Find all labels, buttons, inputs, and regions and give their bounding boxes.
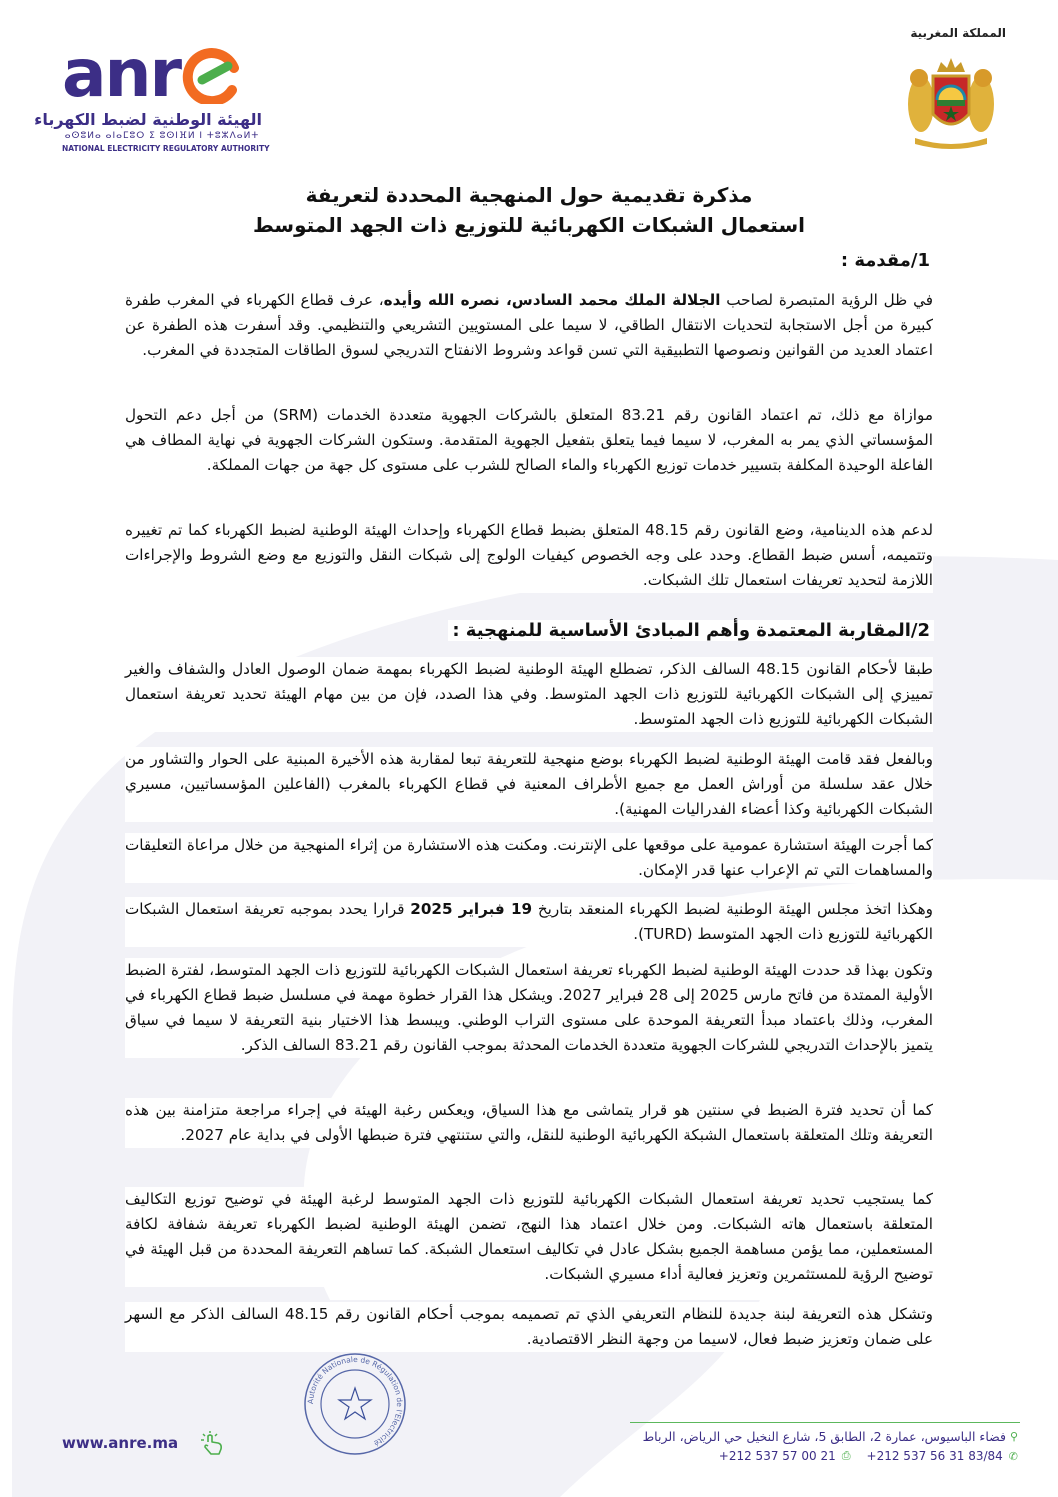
click-hand-icon (196, 1430, 226, 1456)
section-heading-approach: 2/المقاربة المعتمدة وأهم المبادئ الأساسية للمنهجية : (448, 620, 934, 641)
logo-wordmark (62, 35, 262, 112)
phone-icon: ✆ (1008, 1449, 1018, 1463)
footer-divider (630, 1422, 1020, 1423)
paragraph-intro-3: لدعم هذه الدينامية، وضع القانون رقم 48.15 المتعلق بضبط قطاع الكهرباء وإحداث الهيئة الوطنية لضبط الكهرباء كما تم تغييره وتتميمه، أسس ضبط القطاع. وحدد على وجه الخصوص كيفيات الولوج إلى شبكات النقل والتوزيع مع وضع الشروط والإجراءات اللازمة لتحديد تعريفات استعمال تلك الشبكات. (125, 518, 933, 593)
logo-tifinagh-name: ⴰⵙⵓⵍⴰ ⴰⵏⴰⵎⵓⵔ ⵉ ⵓⵙⵏⴼⵍ ⵏ ⵜⵓⵣⴷⴰⵍⵜ (64, 131, 260, 141)
logo-english-name: NATIONAL ELECTRICITY REGULATORY AUTHORITY (62, 144, 270, 153)
anre-logo (34, 35, 270, 153)
paragraph-approach-2: وبالفعل فقد قامت الهيئة الوطنية لضبط الكهرباء بوضع منهجية للتعريفة تبعا لمقاربة هذه الأخيرة المبنية على الحوار والتشاور من خلال عقد سلسلة من أوراش العمل مع جميع الأطراف المعنية في قطاع الكهرباء بالمغرب (الفاعلين المؤسساتيين، مسيري الشبكات الكهربائية وكذا أعضاء الفدراليات المهنية). (125, 747, 933, 822)
paragraph-approach-5: وتكون بهذا قد حددت الهيئة الوطنية لضبط الكهرباء تعريفة استعمال الشبكات الكهربائية للتوزيع ذات الجهد المتوسط، لفترة الضبط الأولية الممتدة من فاتح مارس 2025 إلى 28 فبراير 2027. ويشكل هذا القرار خطوة مهمة في مسلسل ضبط قطاع الكهرباء في المغرب، وذلك باعتماد مبدأ التعريفة الموحدة على مستوى التراب الوطني. ويبسط هذا الاختيار بنية التعريفة لا سيما في سياق يتميز بالإحداث التدريجي للشركات الجهوية متعددة الخدمات المحدثة بموجب القانون رقم 83.21 السالف الذكر. (125, 958, 933, 1058)
fax-number: +212 537 57 00 21 (718, 1449, 836, 1463)
logo-arabic-name: الهيئة الوطنية لضبط الكهرباء (34, 110, 262, 129)
phone-number: +212 537 56 31 83/84 (866, 1449, 1003, 1463)
paragraph-text: ، عرف قطاع الكهرباء في المغرب طفرة كبيرة من أجل الاستجابة لتحديات الانتقال الطاقي، لا سيما على المستويين التشريعي والتنظيمي. وقد أسفرت هذه الطفرة عن اعتماد العديد من القوانين ونصوصها التطبيقية التي تسن قواعد وشروط الانفتاح التدريجي لسوق الطاقات المتجددة في المغرب. (125, 291, 933, 359)
kingdom-header (896, 26, 1006, 156)
logo-e-icon (182, 46, 240, 104)
document-title (0, 180, 1058, 240)
paragraph-approach-3: كما أجرت الهيئة استشارة عمومية على موقعها على الإنترنت. ومكنت هذه الاستشارة من إثراء المنهجية من خلال مراعاة التعليقات والمساهمات التي تم الإعراب عنها قدر الإمكان. (125, 833, 933, 883)
title-line-2: استعمال الشبكات الكهربائية للتوزيع ذات الجهد المتوسط (253, 213, 805, 237)
paragraph-text: في ظل الرؤية المتبصرة لصاحب (720, 291, 934, 309)
website-link[interactable]: www.anre.ma (62, 1434, 179, 1452)
paragraph-approach-7: كما يستجيب تحديد تعريفة استعمال الشبكات الكهربائية للتوزيع ذات الجهد المتوسط لرغبة الهيئة في توضيح توزيع التكاليف المتعلقة باستعمال هاته الشبكات. ومن خلال اعتماد هذا النهج، تضمن الهيئة الوطنية لضبط الكهرباء تعريفة شفافة لكافة المستعملين، مما يؤمن مساهمة الجميع بشكل عادل في تكاليف استعمال الشبكة. كما تساهم التعريفة المحددة من قبل الهيئة في توضيح الرؤية للمستثمرين وتعزيز فعالية أداء مسيري الشبكات. (125, 1187, 933, 1287)
moroccan-coat-of-arms-icon (903, 54, 999, 152)
paragraph-text: وهكذا اتخذ مجلس الهيئة الوطنية لضبط الكهرباء المنعقد بتاريخ (532, 900, 934, 918)
stamp-star-icon (339, 1388, 371, 1419)
footer-contacts (719, 1449, 1018, 1463)
paragraph-text: قرارا يحدد بموجبه تعريفة استعمال الشبكات الكهربائية للتوزيع ذات الجهد المتوسط (TURD). (125, 900, 933, 943)
fax-printer-icon: ⎙ (841, 1449, 851, 1462)
location-pin-icon: ⚲ (1009, 1430, 1018, 1443)
paragraph-approach-6: كما أن تحديد فترة الضبط في سنتين هو قرار يتماشى مع هذا السياق، ويعكس رغبة الهيئة في إجراء مراجعة متزامنة بين هذه التعريفة وتلك المتعلقة باستعمال الشبكة الكهربائية الوطنية للنقل، والتي ستنتهي فترة ضبطها الأولى في بداية عام 2027. (125, 1098, 933, 1148)
paragraph-bold-text: 19 فبراير 2025 (410, 900, 533, 918)
footer-website (62, 1430, 226, 1456)
stamp-text: Autorité Nationale de Régulation de l'Electricité (305, 1354, 405, 1449)
address-text: فضاء الباسيوس، عمارة 2، الطابق 5، شارع النخيل حي الرياض، الرباط (642, 1429, 1006, 1444)
logo-wordmark-text: anr (62, 35, 181, 112)
paragraph-approach-4 (125, 897, 933, 947)
title-line-1: مذكرة تقديمية حول المنهجية المحددة لتعريفة (305, 183, 753, 207)
official-stamp (300, 1352, 410, 1457)
paragraph-intro-1 (125, 288, 933, 363)
paragraph-bold-text: الجلالة الملك محمد السادس، نصره الله وأيده (383, 291, 721, 309)
section-heading-introduction: 1/مقدمة : (837, 250, 934, 271)
paragraph-approach-8: وتشكل هذه التعريفة لبنة جديدة للنظام التعريفي الذي تم تصميمه بموجب أحكام القانون رقم 48.15 السالف الذكر مع السهر على ضمان وتعزيز ضبط فعال، لاسيما من وجهة النظر الاقتصادية. (125, 1302, 933, 1352)
footer-address (643, 1429, 1018, 1444)
paragraph-intro-2: موازاة مع ذلك، تم اعتماد القانون رقم 83.21 المتعلق بالشركات الجهوية متعددة الخدمات (SRM) من أجل دعم التحول المؤسساتي الذي يمر به المغرب، لا سيما فيما يتعلق بتفعيل الجهوية المتقدمة. وستكون الشركات الجهوية في نهاية المطاف هي الفاعلة الوحيدة المكلفة بتسيير خدمات توزيع الكهرباء والماء الصالح للشرب على مستوى كل جهة من جهات المملكة. (125, 403, 933, 478)
kingdom-label: المملكة المغربية (910, 26, 1006, 40)
paragraph-approach-1: طبقا لأحكام القانون 48.15 السالف الذكر، تضطلع الهيئة الوطنية لضبط الكهرباء بمهمة ضمان الوصول العادل والشفاف والغير تمييزي إلى الشبكات الكهربائية للتوزيع ذات الجهد المتوسط. وفي هذا الصدد، فإن من بين مهام الهيئة تحديد تعريفة استعمال الشبكات الكهربائية للتوزيع ذات الجهد المتوسط. (125, 657, 933, 732)
